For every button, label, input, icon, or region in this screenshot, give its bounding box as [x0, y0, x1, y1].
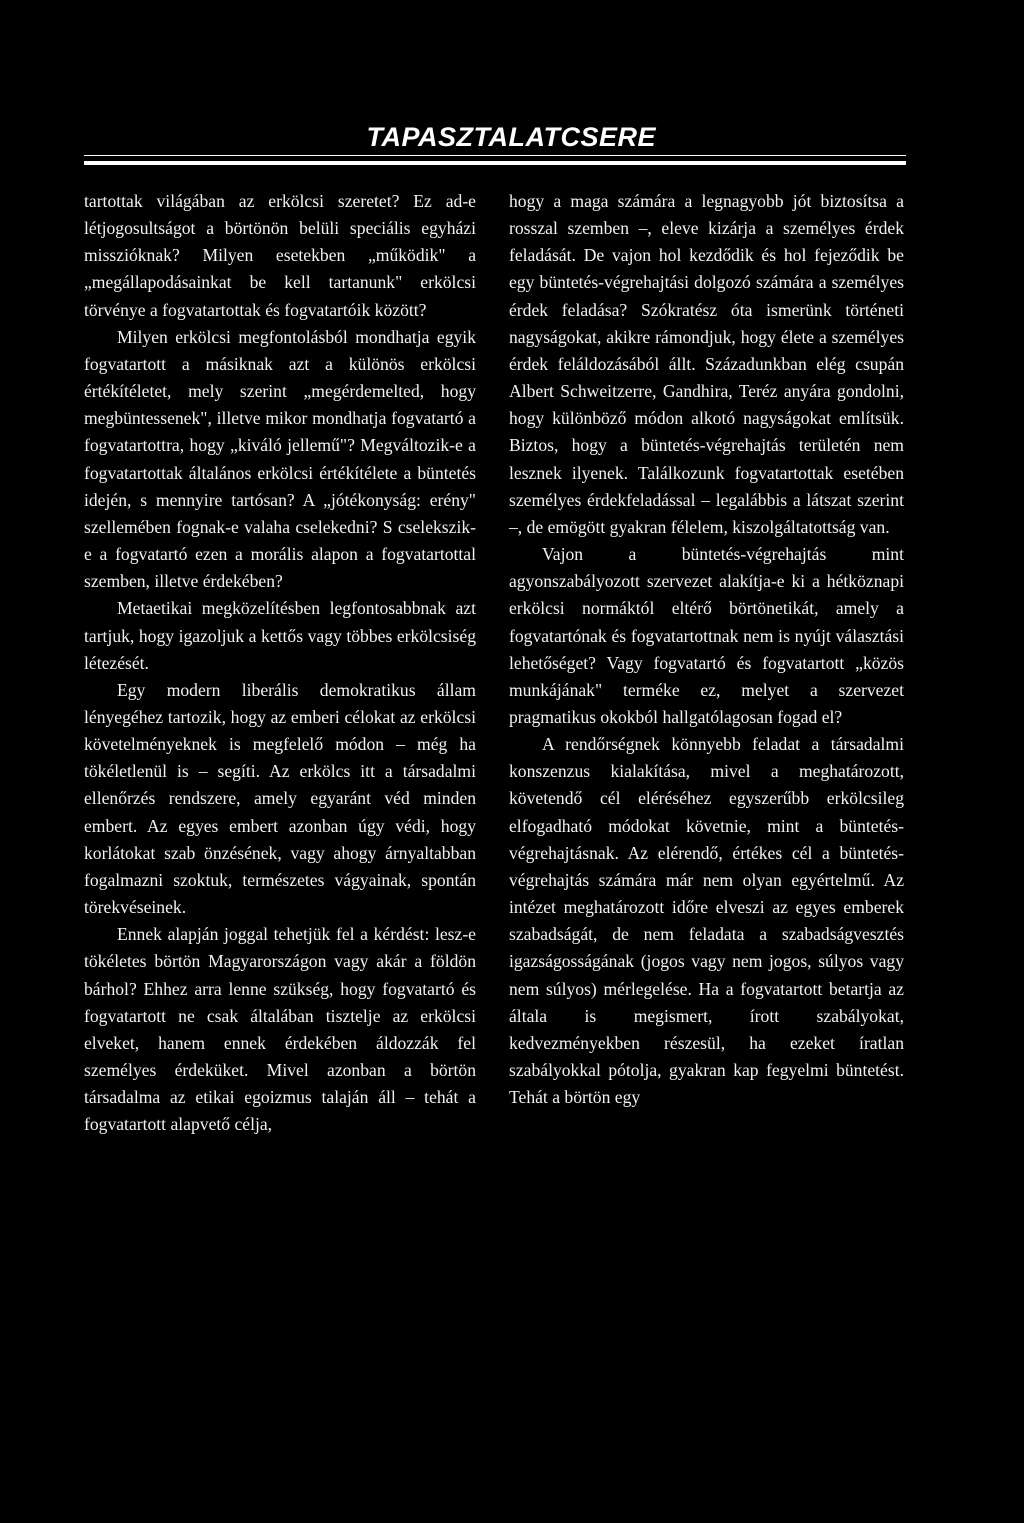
section-title: TAPASZTALATCSERE [366, 122, 656, 152]
paragraph: A rendőrségnek könnyebb feladat a társadalmi konszenzus kialakítása, mivel a meghatározott, követendő cél eléréséhez egyszerűbb erkölcsileg elfogadható módokat követnie, mint a büntetés-végrehajtásnak. Az elérendő, értékes cél a büntetés-végrehajtás számára már nem olyan egyértelmű. Az intézet meghatározott időre elveszi az egyes emberek szabadságát, de nem feladata a szabadságvesztés igazságosságának (jogos vagy nem jogos, súlyos vagy nem súlyos) mérlegelése. Ha a fogvatartott betartja az általa is megismert, írott szabályokat, kedvezményekben részesül, ha ezeket íratlan szabályokkal pótolja, gyakran kap fegyelmi büntetést. Tehát a börtön egy [509, 734, 904, 1108]
paragraph: Egy modern liberális demokratikus állam lényegéhez tartozik, hogy az emberi célokat az erkölcsi követelményeknek is megfelelő módon – még ha tökéletlenül is – segíti. Az erkölcs itt a társadalmi ellenőrzés rendszere, amely egyaránt véd minden embert. Az egyes embert azonban úgy védi, hogy korlátokat szab önzésének, vagy ahogy árnyaltabban fogalmazni szoktuk, természetes vágyainak, spontán törekvéseinek. [84, 679, 476, 918]
header-rule-thin [84, 155, 906, 156]
paragraph: Ennek alapján joggal tehetjük fel a kérdést: lesz-e tökéletes börtön Magyarországon vagy akár a földön bárhol? Ehhez arra lenne szükség, hogy fogvatartó és fogvatartott ne csak általában tisztelje az erkölcsi elveket, hanem ennek érdekében áldozzák fel személyes érdeküket. Mivel azonban a börtön társadalma az etikai egoizmus talaján áll – tehát a fogvatartott alapvető célja, [84, 924, 476, 1135]
left-column [84, 188, 476, 1138]
header-rule-thick [84, 161, 906, 165]
paragraph: tartottak világában az erkölcsi szeretet? Ez ad-e létjogosultságot a börtönön belüli speciális egyházi misszióknak? Milyen esetekben „működik" a „megállapodásainkat be kell tartanunk" erkölcsi törvénye a fogvatartottak és fogvatartóik között? [84, 191, 476, 320]
paragraph: Milyen erkölcsi megfontolásból mondhatja egyik fogvatartott a másiknak azt a különös erkölcsi értékítéletet, mely szerint „megérdemelted, hogy megbüntessenek", illetve mikor mondhatja fogvatartó a fogvatartottra, hogy „kiváló jellemű"? Megváltozik-e a fogvatartottak általános erkölcsi értékítélete a büntetés idején, s mennyire tartósan? A „jótékonyság: erény" szellemében fognak-e valaha cselekedni? S cselekszik-e a fogvatartó ezen a morális alapon a fogvatartottal szemben, illetve érdekében? [84, 326, 476, 592]
paragraph: Metaetikai megközelítésben legfontosabbnak azt tartjuk, hogy igazoljuk a kettős vagy többes erkölcsiség létezését. [84, 598, 476, 673]
paragraph: Vajon a büntetés-végrehajtás mint agyonszabályozott szervezet alakítja-e ki a hétköznapi erkölcsi normáktól eltérő börtönetikát, amely a fogvatartónak és fogvatartottnak nem is nyújt választási lehetőséget? Vagy fogvatartó és fogvatartott „közös munkájának" terméke ez, melyet a szervezet pragmatikus okokból hallgatólagosan fogad el? [509, 544, 904, 727]
right-column [509, 188, 904, 1111]
paragraph: hogy a maga számára a legnagyobb jót biztosítsa a rosszal szemben –, eleve kizárja a személyes érdek feladását. De vajon hol kezdődik és hol fejeződik be egy büntetés-végrehajtási dolgozó számára a személyes érdek feladása? Szókratész óta ismerünk történeti nagyságokat, akikre rámondjuk, hogy élete a személyes érdek feláldozásából állt. Századunkban elég csupán Albert Schweitzerre, Gandhira, Teréz anyára gondolni, hogy különböző módon alkotó nagyságokat említsük. Biztos, hogy a büntetés-végrehajtás területén nem lesznek ilyenek. Találkozunk fogvatartottak esetében személyes érdekfeladással – legalábbis a látszat szerint –, de emögött gyakran félelem, kiszolgáltatottság van. [509, 191, 904, 537]
page-header [84, 118, 906, 168]
